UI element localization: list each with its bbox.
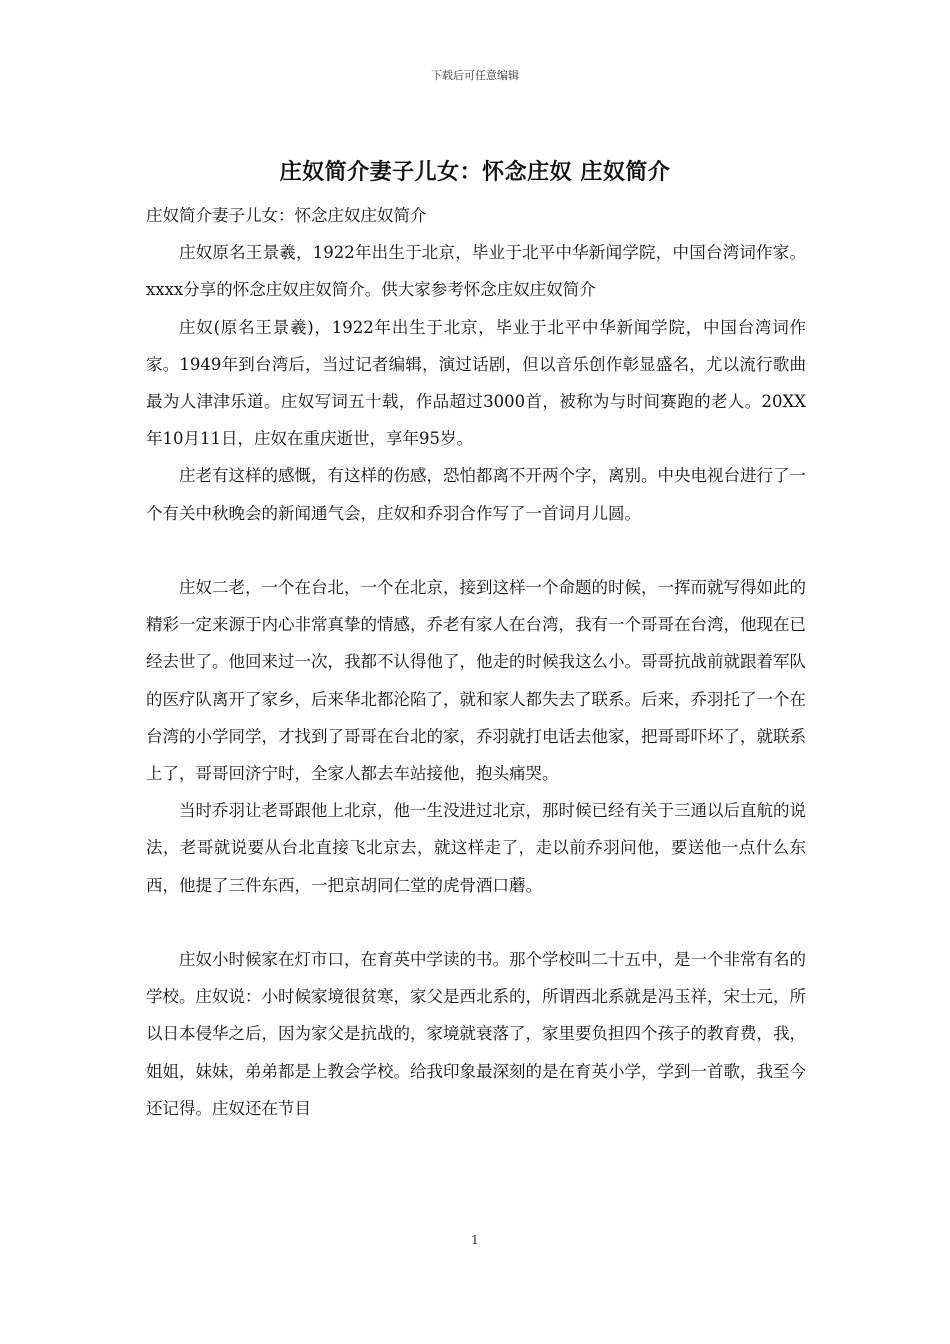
header-note: 下载后可任意编辑 bbox=[431, 69, 519, 82]
document-subtitle: 庄奴简介妻子儿女：怀念庄奴庄奴简介 bbox=[146, 206, 427, 225]
blank-line bbox=[146, 532, 806, 569]
paragraph-6: 庄奴小时候家在灯市口，在育英中学读的书。那个学校叫二十五中，是一个非常有名的学校。庄奴说：小时候家境很贫寒，家父是西北系的，所谓西北系就是冯玉祥，宋士元，所以日本侵华之后，因为家父是抗战的，家境就衰落了，家里要负担四个孩子的教育费，我，姐姐，妹妹，弟弟都是上教会学校。给我印象最深刻的是在育英小学，学到一首歌，我至今还记得。庄奴还在节目 bbox=[146, 950, 806, 1118]
blank-line bbox=[146, 904, 806, 941]
paragraph-2: 庄奴(原名王景羲)，1922年出生于北京，毕业于北平中华新闻学院，中国台湾词作家。1949年到台湾后，当过记者编辑，演过话剧，但以音乐创作彰显盛名，尤以流行歌曲最为人津津乐道。庄奴写词五十载，作品超过3000首，被称为与时间赛跑的老人。20XX年10月11日，庄奴在重庆逝世，享年95岁。 bbox=[146, 317, 806, 449]
paragraph-4: 庄奴二老，一个在台北，一个在北京，接到这样一个命题的时候，一挥而就写得如此的精彩一定来源于内心非常真挚的情感，乔老有家人在台湾，我有一个哥哥在台湾，他现在已经去世了。他回来过一次，我都不认得他了，他走的时候我这么小。哥哥抗战前就跟着军队的医疗队离开了家乡，后来华北都沦陷了，就和家人都失去了联系。后来，乔羽托了一个在台湾的小学同学，才找到了哥哥在台北的家，乔羽就打电话去他家，把哥哥吓坏了，就联系上了，哥哥回济宁时，全家人都去车站接他，抱头痛哭。 bbox=[146, 578, 806, 784]
document-title: 庄奴简介妻子儿女：怀念庄奴 庄奴简介 bbox=[279, 159, 671, 185]
page-number: 1 bbox=[471, 1233, 479, 1247]
document-body bbox=[146, 197, 806, 1127]
paragraph-1: 庄奴原名王景羲，1922年出生于北京，毕业于北平中华新闻学院，中国台湾词作家。xxxx分享的怀念庄奴庄奴简介。供大家参考怀念庄奴庄奴简介 bbox=[146, 243, 806, 300]
paragraph-5: 当时乔羽让老哥跟他上北京，他一生没进过北京，那时候已经有关于三通以后直航的说法，老哥就说要从台北直接飞北京去，就这样走了，走以前乔羽问他，要送他一点什么东西，他提了三件东西，一把京胡同仁堂的虎骨酒口蘑。 bbox=[146, 801, 806, 895]
paragraph-3: 庄老有这样的感慨，有这样的伤感，恐怕都离不开两个字，离别。中央电视台进行了一个有关中秋晚会的新闻通气会，庄奴和乔羽合作写了一首词月儿圆。 bbox=[146, 466, 806, 523]
